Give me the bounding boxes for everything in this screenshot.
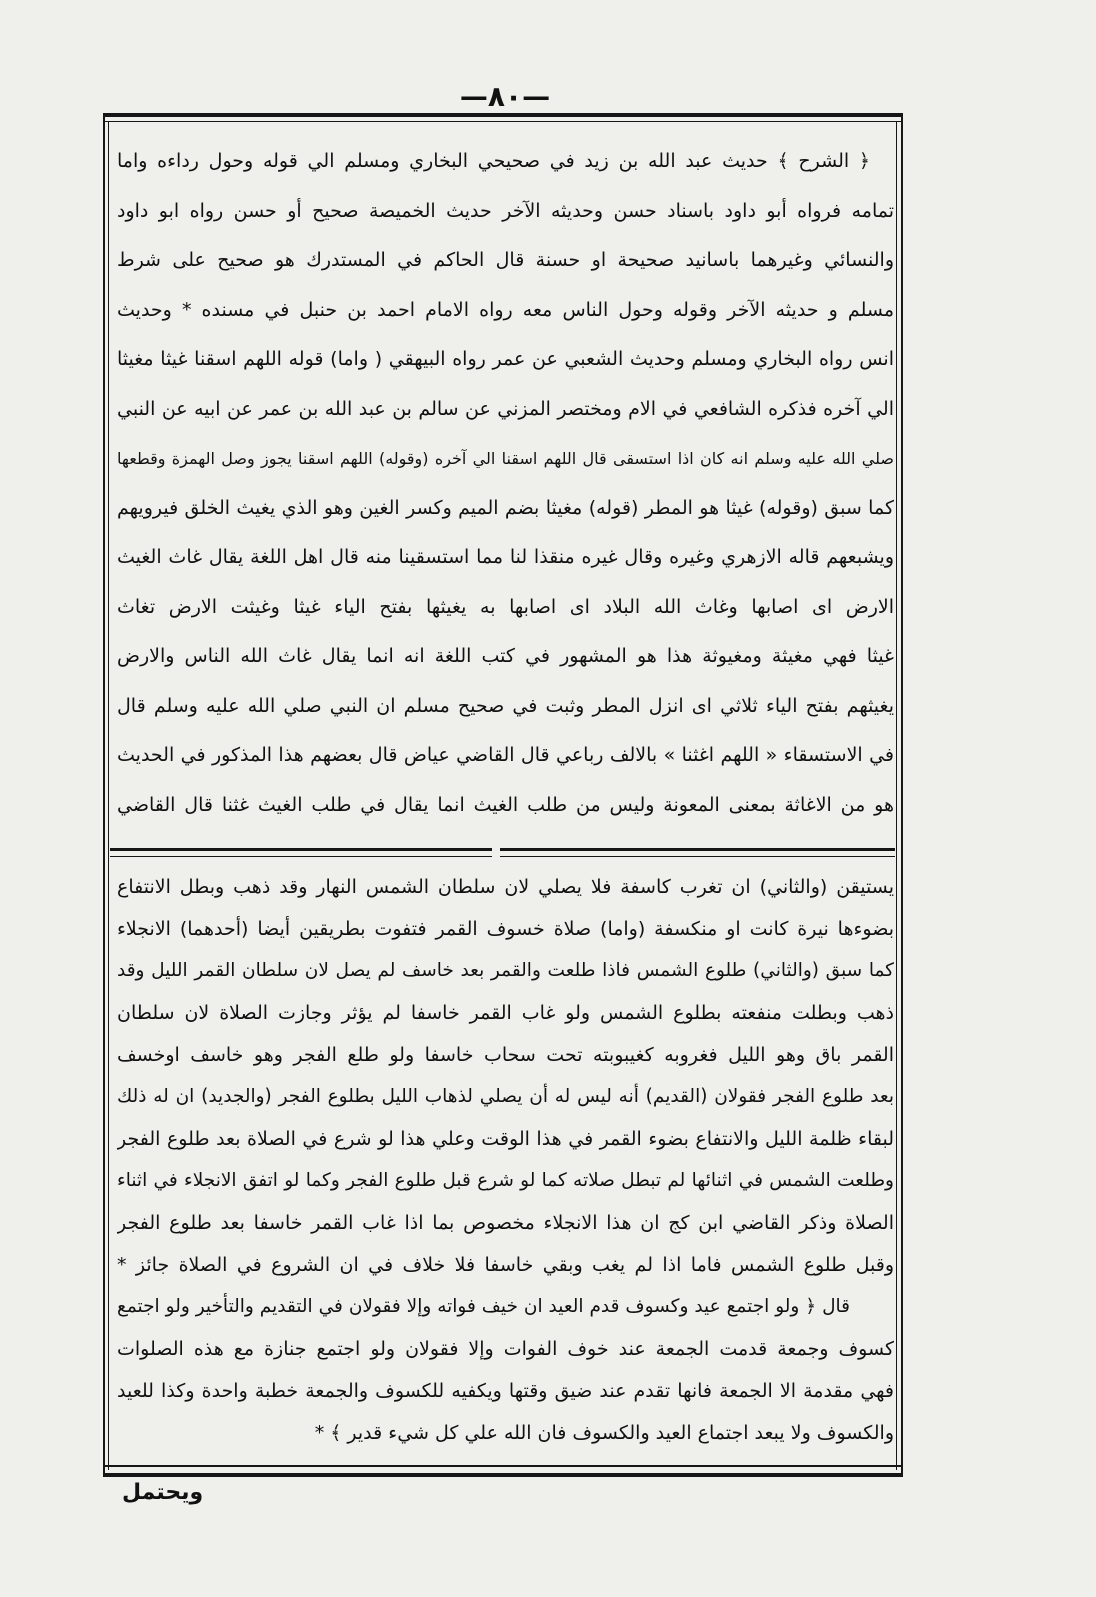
lower-section <box>117 866 894 1454</box>
lower-text-line: بعد طلوع الفجر فقولان (القديم) أنه ليس له أن يصلي لذهاب الليل بطلوع الفجر (والجديد) ان له ذلك <box>117 1086 894 1107</box>
lower-text-line: لبقاء ظلمة الليل والانتفاع بضوء القمر في هذا الوقت وعلي هذا لو شرع في الصلاة بعد طلوع الفجر <box>117 1128 894 1150</box>
separator-left-thin-rule <box>110 856 492 857</box>
upper-text-line: هو من الاغاثة بمعنى المعونة وليس من طلب الغيث انما يقال في طلب الغيث غثنا قال القاضي <box>117 793 894 816</box>
upper-text-line: يغيثهم بفتح الياء ثلاثي اى انزل المطر وثبت في صحيح مسلم ان النبي صلي الله عليه وسلم قال <box>117 694 894 717</box>
upper-text-line: انس رواه البخاري ومسلم وحديث الشعبي عن عمر رواه البيهقي ( واما) قوله اللهم اسقنا غيثا مغيثا <box>117 348 894 370</box>
lower-text-line: كما سبق (والثاني) طلوع الشمس فاذا طلعت والقمر بعد خاسف لم يصل لان سلطان القمر الليل وقد <box>117 960 894 981</box>
lower-text-line: والكسوف ولا يبعد اجتماع العيد والكسوف فان الله علي كل شيء قدير ﴾ * <box>314 1422 894 1444</box>
separator-right-thin-rule <box>500 856 895 857</box>
upper-text-line: ﴿ الشرح ﴾ حديث عبد الله بن زيد في صحيحي البخاري ومسلم الي قوله وحول رداءه واما <box>117 150 870 172</box>
lower-text-line: الصلاة وذكر القاضي ابن كج ان هذا الانجلاء مخصوص بما اذا غاب القمر خاسفا بعد طلوع الفجر <box>117 1212 894 1234</box>
frame-right-inner-rule <box>896 121 897 1470</box>
lower-text-line: قال ﴿ ولو اجتمع عيد وكسوف قدم العيد ان خيف فواته وإلا فقولان في التقديم والتأخير ولو اجتمع <box>117 1296 850 1317</box>
upper-text-line: الي آخره فذكره الشافعي في الام ومختصر المزني عن سالم بن عبد الله بن عمر عن ابيه عن النبي <box>117 397 894 420</box>
lower-text-line: كسوف وجمعة قدمت الجمعة عند خوف الفوات وإلا فقولان ولو اجتمع جنازة مع هذه الصلوات <box>117 1338 894 1360</box>
upper-text-line: تمامه فرواه أبو داود باسناد حسن وحديثه الآخر حديث الخميصة صحيح أو حسن رواه ابو داود <box>117 199 894 222</box>
upper-text-line: كما سبق (وقوله) غيثا هو المطر (قوله) مغيثا بضم الميم وكسر الغين وهو الذي يغيث الخلق فيرويهم <box>117 496 894 519</box>
lower-text-line: يستيقن (والثاني) ان تغرب كاسفة فلا يصلي لان سلطان الشمس النهار وقد ذهب وبطل الانتفاع <box>117 876 894 898</box>
frame-top-thin-rule <box>103 121 903 122</box>
frame-left-outer-rule <box>103 113 105 1477</box>
frame-right-outer-rule <box>901 113 903 1477</box>
frame-bottom-thick-rule <box>103 1473 903 1477</box>
frame-bottom-thin-rule <box>103 1465 903 1467</box>
separator-right-thick-rule <box>500 848 895 851</box>
lower-text-line: القمر باق وهو الليل فغروبه كغيبوبته تحت سحاب خاسفا ولو طلع الفجر وهو خاسف اوخسف <box>117 1044 894 1066</box>
lower-text-line: ذهب وبطلت منفعته بطلوع الشمس ولو غاب القمر خاسفا لم يؤثر وجازت الصلاة لان سلطان <box>117 1002 894 1024</box>
lower-text-line: فهي مقدمة الا الجمعة فانها تقدم عند ضيق وقتها ويكفيه للكسوف والجمعة خطبة واحدة وكذا للعيد <box>117 1380 894 1402</box>
lower-text-line: وقبل طلوع الشمس فاما اذا لم يغب وبقي خاسفا فلا خلاف في ان الشروع في الصلاة جائز * <box>117 1254 894 1276</box>
upper-text-line: غيثا فهي مغيثة ومغيوثة هذا هو المشهور في كتب اللغة انه انما يقال غاث الله الناس والارض <box>117 645 894 667</box>
catchword: ويحتمل <box>122 1480 204 1505</box>
frame-left-inner-rule <box>108 121 109 1470</box>
lower-text-line: وطلعت الشمس في اثنائها لم تبطل صلاته كما لو شرع قبل طلوع الفجر وكما لو اتفق الانجلاء في اثناء <box>117 1170 894 1191</box>
upper-text-line: في الاستسقاء « اللهم اغثنا » بالالف رباعي قال القاضي عياض قال بعضهم هذا المذكور في الحديث <box>117 744 894 766</box>
upper-text-line: مسلم و حديثه الآخر وقوله وحول الناس معه رواه الامام احمد بن حنبل في مسنده * وحديث <box>117 298 894 321</box>
upper-text-line: صلي الله عليه وسلم انه كان اذا استسقى قال اللهم اسقنا الي آخره (وقوله) اللهم اسقنا يجوز وصل الهمزة وقطعها <box>117 449 894 468</box>
lower-text-line: بضوءها نيرة كانت او منكسفة (واما) صلاة خسوف القمر فتفوت بطريقين أيضا (أحدهما) الانجلاء <box>117 918 894 940</box>
upper-text-line: ويشبعهم قاله الازهري وغيره وقال غيره منقذا لنا مما استسقينا منه قال اهل اللغة يقال غاث الغيث <box>117 546 894 568</box>
upper-section <box>117 137 894 830</box>
page-number: —٨٠— <box>459 80 551 113</box>
upper-text-line: الارض اى اصابها وغاث الله البلاد اى اصابها به يغيثها بفتح الياء غيثا وغيثت الارض تغاث <box>117 595 894 618</box>
frame-top-thick-rule <box>103 113 903 117</box>
upper-text-line: والنسائي وغيرهما باسانيد صحيحة او حسنة قال الحاكم في المستدرك هو صحيح على شرط <box>117 249 894 271</box>
separator-left-thick-rule <box>110 848 492 851</box>
